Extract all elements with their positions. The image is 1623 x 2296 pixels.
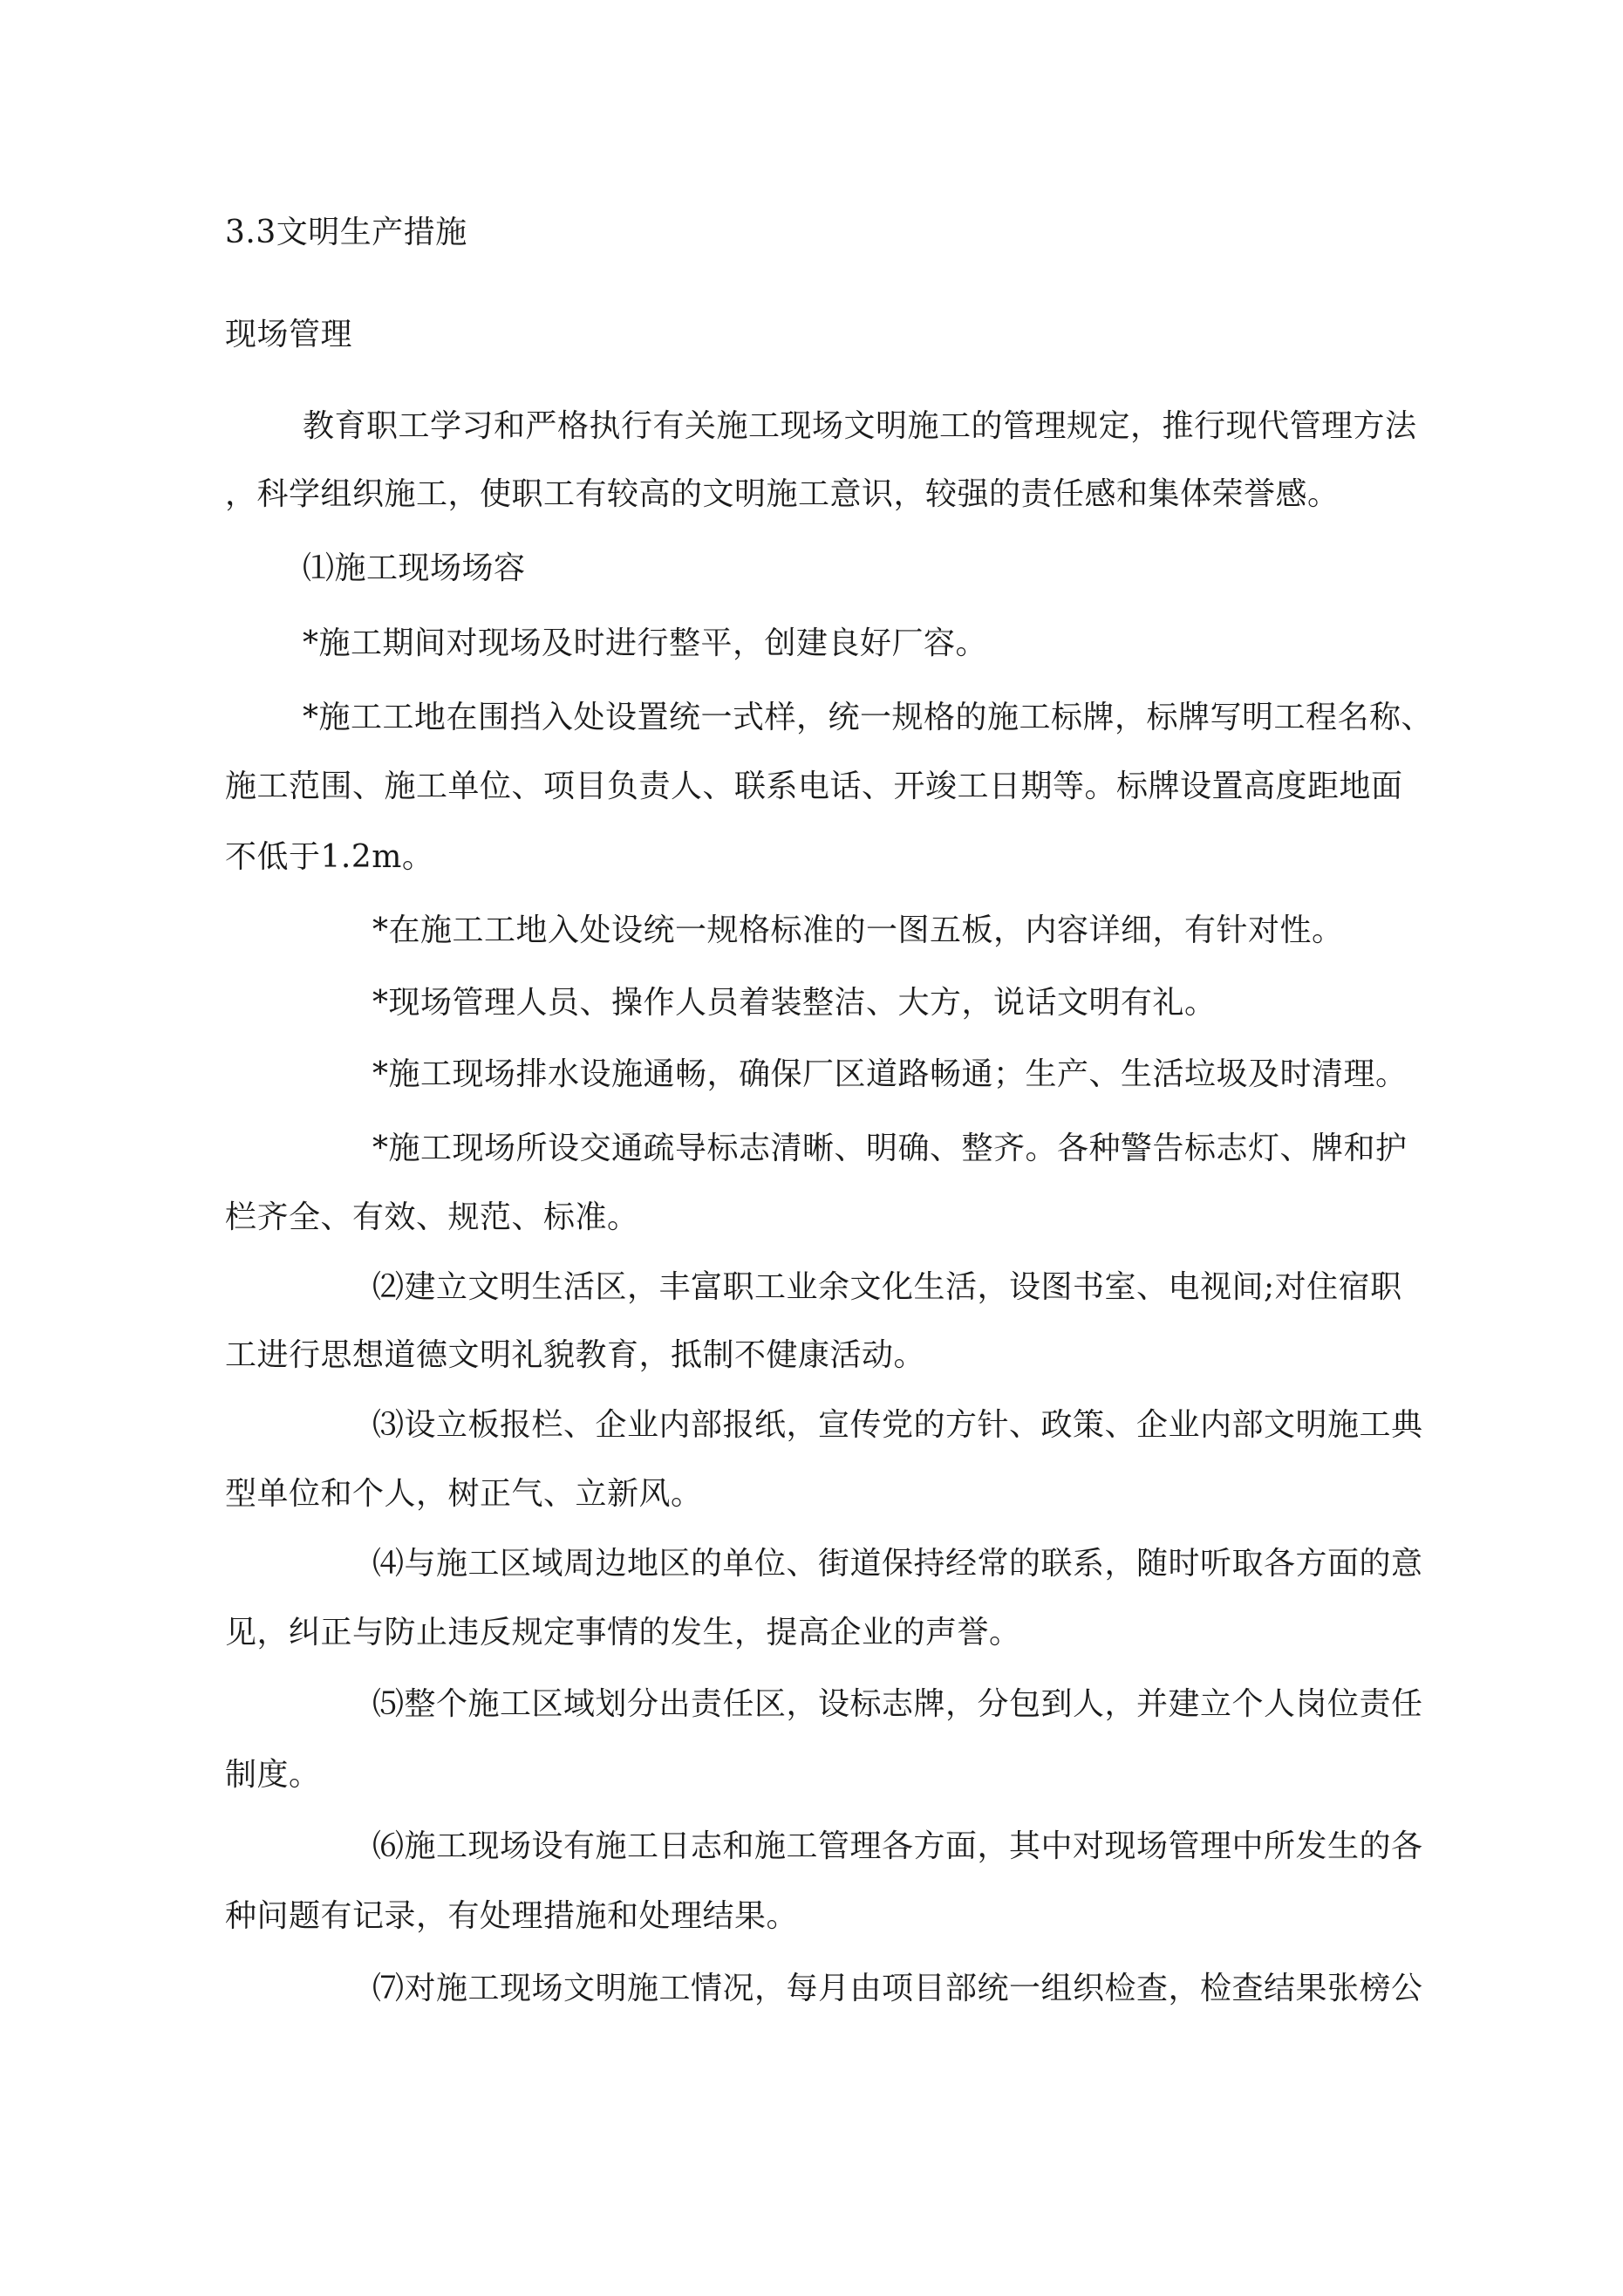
section-heading: 3.3文明生产措施	[225, 215, 467, 250]
intro-line-2: ，科学组织施工，使职工有较高的文明施工意识，较强的责任感和集体荣誉感。	[225, 476, 1340, 512]
item4-line1: ⑷与施工区域周边地区的单位、街道保持经常的联系，随时听取各方面的意	[372, 1546, 1423, 1582]
item1-bullet2-line3: 不低于1.2m。	[225, 839, 434, 875]
item5-line1: ⑸整个施工区域划分出责任区，设标志牌，分包到人，并建立个人岗位责任	[372, 1686, 1423, 1722]
item1-title: ⑴施工现场场容	[303, 550, 526, 586]
item5-line2: 制度。	[225, 1757, 321, 1793]
item2-line1: ⑵建立文明生活区，丰富职工业余文化生活，设图书室、电视间;对住宿职	[372, 1269, 1402, 1305]
item4-line2: 见，纠正与防止违反规定事情的发生，提高企业的声誉。	[225, 1615, 1021, 1650]
item1-bullet3: *在施工工地入处设统一规格标准的一图五板，内容详细，有针对性。	[372, 912, 1344, 948]
item3-line1: ⑶设立板报栏、企业内部报纸，宣传党的方针、政策、企业内部文明施工典	[372, 1407, 1423, 1443]
intro-line-1: 教育职工学习和严格执行有关施工现场文明施工的管理规定，推行现代管理方法	[303, 408, 1417, 444]
item2-line2: 工进行思想道德文明礼貌教育，抵制不健康活动。	[225, 1337, 926, 1373]
item1-bullet2-line1: *施工工地在围挡入处设置统一式样，统一规格的施工标牌，标牌写明工程名称、	[303, 700, 1434, 735]
subheading: 现场管理	[225, 317, 353, 352]
item1-bullet4: *现场管理人员、操作人员着装整洁、大方，说话文明有礼。	[372, 985, 1217, 1021]
item1-bullet6-line1: *施工现场所设交通疏导标志清晰、明确、整齐。各种警告标志灯、牌和护	[372, 1131, 1408, 1166]
item1-bullet1: *施工期间对现场及时进行整平，创建良好厂容。	[303, 625, 988, 661]
item1-bullet2-line2: 施工范围、施工单位、项目负责人、联系电话、开竣工日期等。标牌设置高度距地面	[225, 769, 1403, 804]
item6-line2: 种问题有记录，有处理措施和处理结果。	[225, 1898, 799, 1934]
item1-bullet6-line2: 栏齐全、有效、规范、标准。	[225, 1199, 639, 1235]
item3-line2: 型单位和个人，树正气、立新风。	[225, 1476, 703, 1512]
item1-bullet5: *施工现场排水设施通畅，确保厂区道路畅通；生产、生活垃圾及时清理。	[372, 1056, 1408, 1092]
item7-line1: ⑺对施工现场文明施工情况，每月由项目部统一组织检查，检查结果张榜公	[372, 1971, 1423, 2006]
item6-line1: ⑹施工现场设有施工日志和施工管理各方面，其中对现场管理中所发生的各	[372, 1828, 1423, 1864]
